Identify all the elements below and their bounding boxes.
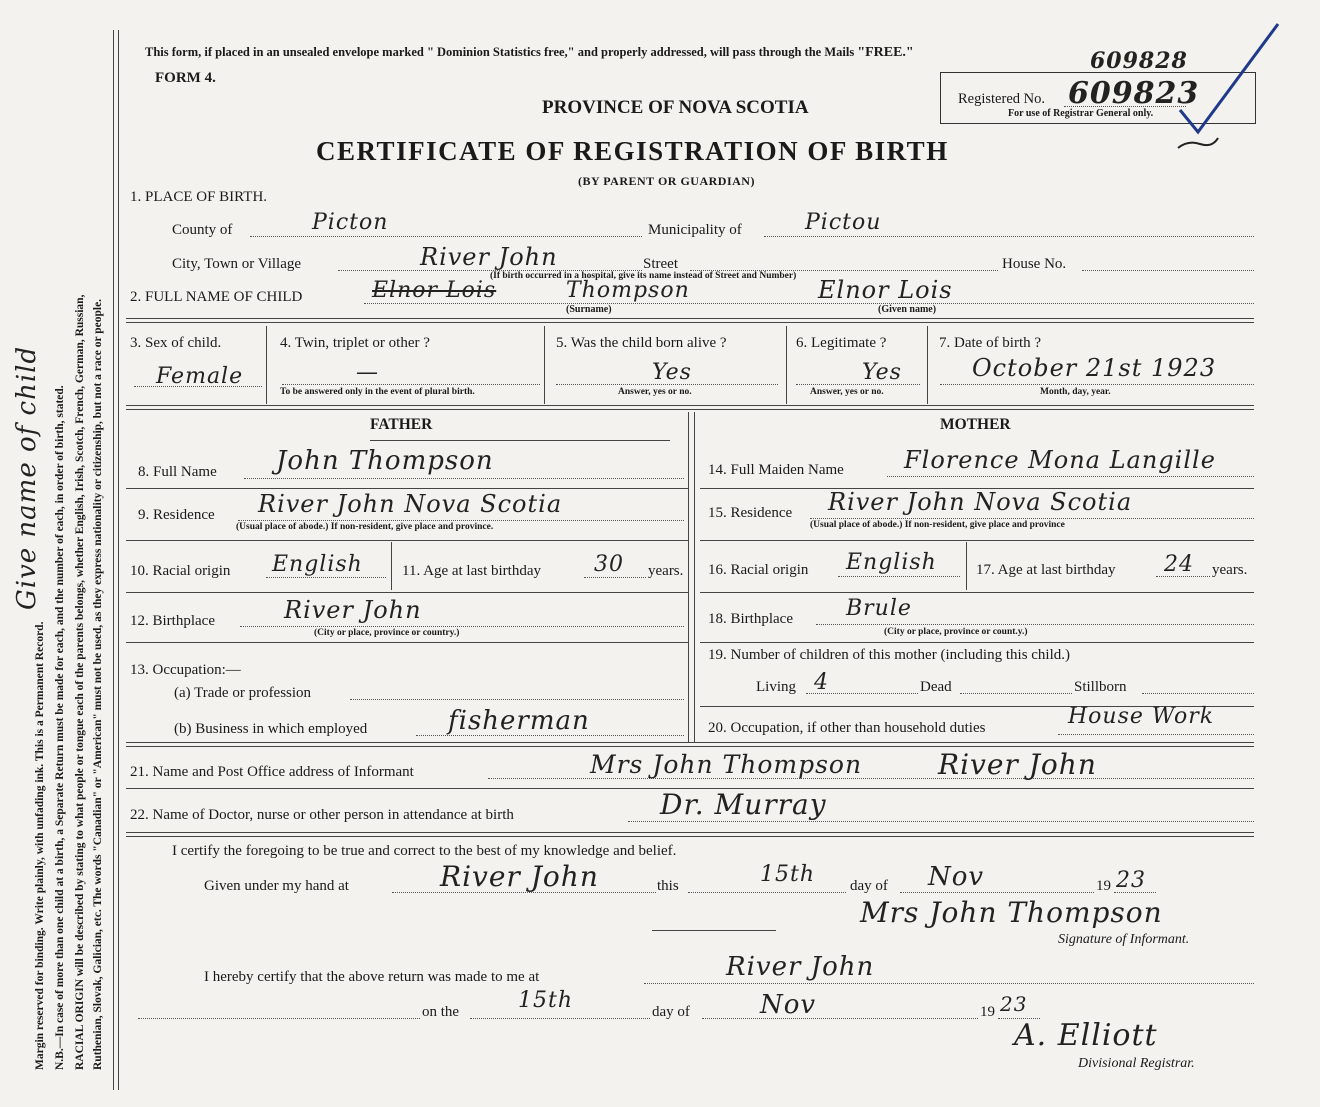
certificate-subtitle: (BY PARENT OR GUARDIAN) [578, 174, 755, 188]
margin-handwritten-note: Give name of child [12, 345, 42, 610]
born-alive-note: Answer, yes or no. [618, 387, 692, 397]
place-of-birth-heading: 1. PLACE OF BIRTH. [130, 189, 268, 205]
municipality-value: Pictou [805, 210, 882, 235]
margin-binding-note: Margin reserved for binding. Write plainly, with unfading ink. This is a Permanent Record. [34, 621, 46, 1070]
occupation-label: 13. Occupation:— [130, 662, 241, 678]
child-surname: Thompson [566, 278, 690, 303]
father-racial-value: English [272, 552, 363, 577]
mother-name-value: Florence Mona Langille [904, 446, 1216, 474]
legitimate-note: Answer, yes or no. [810, 387, 884, 397]
doctor-name: Dr. Murray [660, 788, 827, 821]
registrar-day-of-label: day of [652, 1004, 690, 1020]
legitimate-value: Yes [862, 360, 902, 385]
father-age-label: 11. Age at last birthday [402, 563, 541, 579]
mother-racial-label: 16. Racial origin [708, 562, 809, 578]
registration-label: Registered No. [958, 91, 1045, 107]
children-count-label: 19. Number of children of this mother (including this child.) [708, 647, 1071, 663]
registrar-place: River John [726, 952, 875, 982]
margin-racial-origin-note-2: Ruthenian, Slovak, Galician, etc. The words "Canadian" or "American" must not be used, as they express nationality or citizenship, but not a race or people. [92, 298, 104, 1070]
province-heading: PROVINCE OF NOVA SCOTIA [542, 97, 809, 118]
margin-plural-birth-note: N.B.—In case of more than one child at a birth, a Separate Return must be made for each, and the number of each, in order of birth, stated. [54, 385, 66, 1070]
mother-name-label: 14. Full Maiden Name [708, 462, 844, 478]
father-birthplace-label: 12. Birthplace [130, 613, 215, 629]
given-day: 15th [760, 862, 816, 887]
father-name-label: 8. Full Name [138, 464, 217, 480]
legitimate-label: 6. Legitimate ? [796, 335, 887, 351]
registration-number: 609823 [1068, 76, 1200, 111]
born-alive-label: 5. Was the child born alive ? [556, 335, 727, 351]
father-name-value: John Thompson [276, 446, 494, 476]
margin-racial-origin-note: RACIAL ORIGIN will be described by stating to what people or tongue each of the parents belongs, whether English, Irish, Scotch, French, German, Russian, [74, 294, 86, 1070]
county-value: Picton [312, 210, 389, 235]
mother-residence-value: River John Nova Scotia [828, 488, 1133, 516]
given-name-caption: (Given name) [878, 304, 937, 315]
registrar-statement: I hereby certify that the above return was made to me at [204, 969, 540, 985]
margin-rule [113, 30, 114, 1090]
given-place: River John [440, 860, 599, 893]
living-label: Living [756, 679, 796, 695]
mother-years-label: years. [1212, 562, 1248, 578]
given-year: 23 [1116, 868, 1146, 893]
municipality-label: Municipality of [648, 222, 742, 238]
county-label: County of [172, 222, 233, 238]
father-residence-note: (Usual place of abode.) If non-resident, give place and province. [236, 522, 494, 532]
father-birthplace-value: River John [284, 596, 422, 624]
dead-label: Dead [920, 679, 952, 695]
mother-racial-value: English [846, 550, 937, 575]
margin-rule-2 [118, 30, 119, 1090]
struck-child-name: Elnor Lois [372, 278, 497, 303]
dob-label: 7. Date of birth ? [939, 335, 1042, 351]
section-divider [126, 318, 1254, 323]
form-number: FORM 4. [155, 70, 216, 86]
father-age-value: 30 [594, 552, 624, 577]
twin-value: — [356, 360, 379, 385]
registrar-day: 15th [518, 988, 574, 1013]
father-birthplace-note: (City or place, province or country.) [314, 628, 460, 638]
hospital-note: (If birth occurred in a hospital, give its name instead of Street and Number) [490, 271, 797, 281]
father-years-label: years. [648, 563, 684, 579]
mother-birthplace-label: 18. Birthplace [708, 611, 793, 627]
given-month: Nov [928, 862, 985, 892]
mother-residence-note: (Usual place of abode.) If non-resident, give place and province [810, 520, 1065, 530]
mother-occupation-label: 20. Occupation, if other than household duties [708, 720, 986, 736]
dob-value: October 21st 1923 [972, 354, 1217, 382]
mail-notice: This form, if placed in an unsealed envelope marked " Dominion Statistics free," and properly addressed, will pass through the Mails "FREE." [145, 45, 914, 60]
registration-note: For use of Registrar General only. [1008, 108, 1154, 119]
mother-occupation-value: House Work [1068, 704, 1215, 729]
registrar-title: Divisional Registrar. [1078, 1056, 1195, 1071]
informant-name: Mrs John Thompson [590, 750, 863, 779]
sex-label: 3. Sex of child. [130, 335, 222, 351]
city-label: City, Town or Village [172, 256, 302, 272]
mother-birthplace-note: (City or place, province or count.y.) [884, 627, 1028, 637]
living-value: 4 [814, 670, 829, 695]
trade-label: (a) Trade or profession [174, 685, 312, 701]
sex-value: Female [156, 364, 244, 389]
certify-statement: I certify the foregoing to be true and correct to the best of my knowledge and belief. [172, 843, 677, 859]
registrar-year-prefix: 19 [980, 1004, 995, 1020]
this-label: this [657, 878, 679, 894]
doctor-label: 22. Name of Doctor, nurse or other person in attendance at birth [130, 807, 514, 823]
twin-label: 4. Twin, triplet or other ? [280, 335, 430, 351]
registration-stamp-number: 609828 [1090, 48, 1188, 74]
twin-note: To be answered only in the event of plural birth. [280, 387, 475, 397]
mother-residence-label: 15. Residence [708, 505, 793, 521]
mother-heading: MOTHER [940, 416, 1011, 433]
informant-address: River John [938, 748, 1097, 781]
father-racial-label: 10. Racial origin [130, 563, 231, 579]
mother-age-label: 17. Age at last birthday [976, 562, 1116, 578]
mother-age-value: 24 [1164, 552, 1194, 577]
business-label: (b) Business in which employed [174, 721, 368, 737]
check-mark-icon [1150, 20, 1290, 160]
house-number-label: House No. [1002, 256, 1067, 272]
certificate-title: CERTIFICATE OF REGISTRATION OF BIRTH [316, 136, 949, 166]
given-year-prefix: 19 [1096, 878, 1111, 894]
mother-birthplace-value: Brule [846, 596, 912, 621]
child-name-label: 2. FULL NAME OF CHILD [130, 289, 303, 305]
business-value: fisherman [448, 706, 590, 736]
born-alive-value: Yes [652, 360, 692, 385]
city-value: River John [420, 243, 558, 271]
stillborn-label: Stillborn [1074, 679, 1127, 695]
street-label: Street [643, 256, 678, 272]
surname-caption: (Surname) [566, 304, 612, 315]
dob-note: Month, day, year. [1040, 387, 1111, 397]
informant-signature: Mrs John Thompson [860, 896, 1163, 929]
given-under-label: Given under my hand at [204, 878, 349, 894]
registrar-month: Nov [760, 990, 817, 1020]
registrar-signature: A. Elliott [1014, 1018, 1158, 1053]
father-residence-label: 9. Residence [138, 507, 215, 523]
registrar-year: 23 [1000, 992, 1028, 1016]
informant-label: 21. Name and Post Office address of Informant [130, 764, 414, 780]
given-day-of-label: day of [850, 878, 888, 894]
father-residence-value: River John Nova Scotia [258, 490, 563, 518]
child-given-name: Elnor Lois [818, 276, 953, 304]
signature-caption: Signature of Informant. [1058, 932, 1190, 947]
father-heading: FATHER [370, 416, 433, 433]
on-the-label: on the [422, 1004, 460, 1020]
